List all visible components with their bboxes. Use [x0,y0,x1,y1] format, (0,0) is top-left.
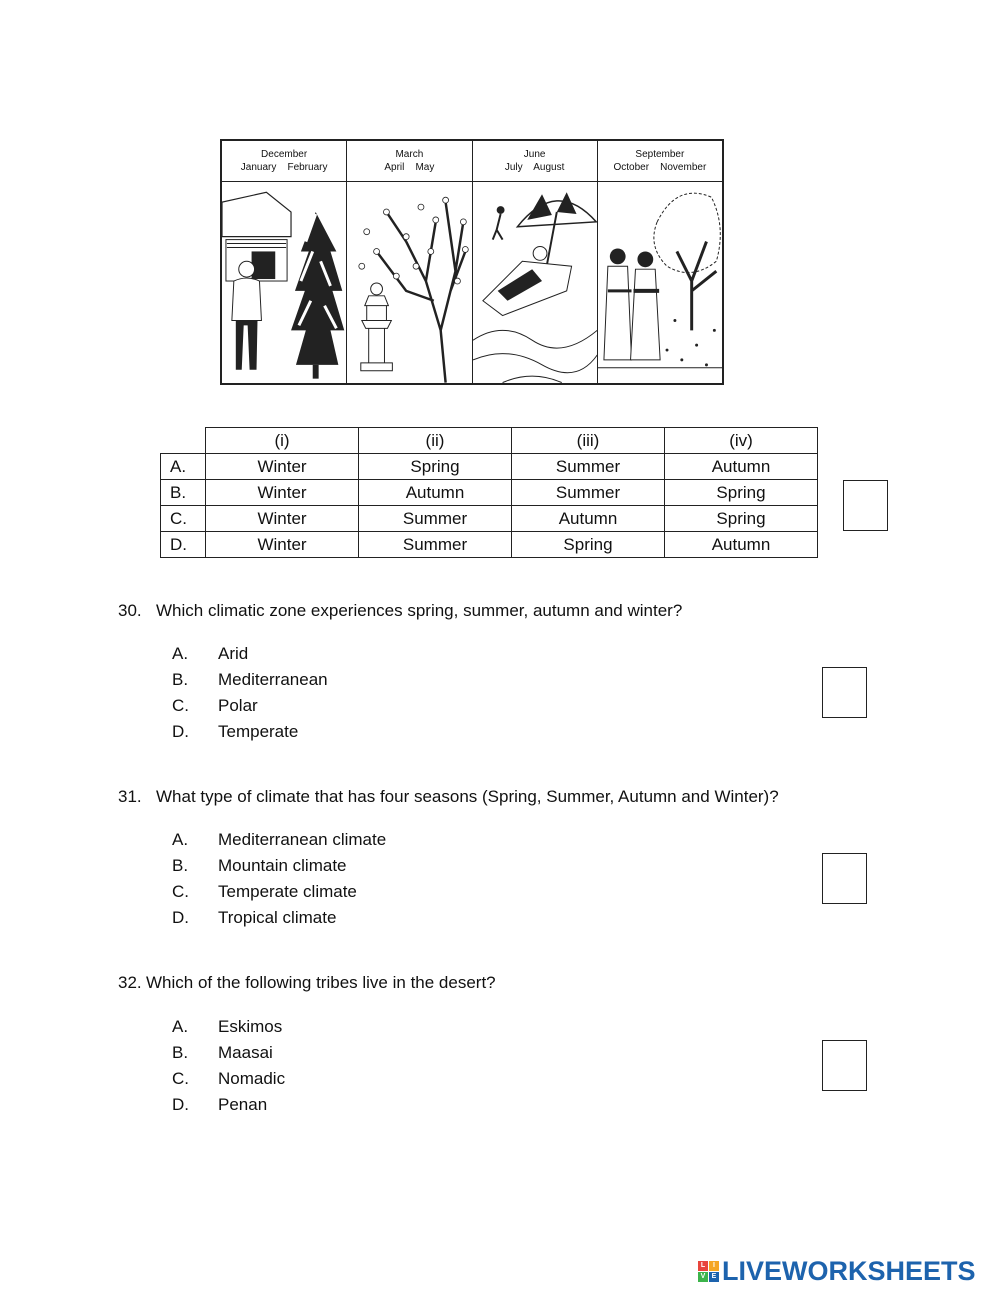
question-32 [118,973,496,993]
seasons-illustration [220,139,724,385]
table-cell: Winter [206,454,359,480]
option-letter: B. [172,670,189,689]
option-text: Polar [218,696,258,715]
table-row [161,506,818,532]
spring-scene-image [347,182,471,383]
question-number: 30. [118,601,142,620]
table-cell: Autumn [665,454,818,480]
month-label: September [635,149,685,160]
table-cell: Summer [512,454,665,480]
table-corner [161,428,206,454]
answer-box-q32[interactable] [822,1040,867,1091]
month-label: July August [504,162,565,173]
winter-scene-image [222,182,346,383]
logo-icon [698,1261,719,1282]
logo-letter: E [709,1272,719,1282]
table-cell: Autumn [665,532,818,558]
table-cell: Autumn [512,506,665,532]
month-label: March [395,149,424,160]
option-letter: D. [172,908,189,927]
table-header: (iv) [665,428,818,454]
table-cell: Spring [359,454,512,480]
option-letter: C. [172,1069,189,1088]
answer-box-q31[interactable] [822,853,867,904]
question-text: Which of the following tribes live in the desert? [146,973,496,992]
option-text: Tropical climate [218,908,337,927]
month-label: April May [384,162,435,173]
question-31 [118,787,779,807]
option-text: Maasai [218,1043,273,1062]
option-text: Mediterranean [218,670,328,689]
option-letter: D. [172,1095,189,1114]
panel-months [347,141,471,182]
table-cell: Winter [206,532,359,558]
logo-letter: I [709,1261,719,1271]
table-cell: Winter [206,480,359,506]
option-letter: A. [172,1017,189,1036]
question-text: Which climatic zone experiences spring, summer, autumn and winter? [156,601,683,620]
panel-months [473,141,597,182]
table-row [161,454,818,480]
question-text: What type of climate that has four seasons (Spring, Summer, Autumn and Winter)? [156,787,779,806]
option-text: Arid [218,644,249,663]
option-letter: A. [172,830,189,849]
logo-letter: L [698,1261,708,1271]
table-cell: Spring [665,480,818,506]
month-label: December [261,149,308,160]
option-text: Temperate [218,722,299,741]
panel-months [598,141,722,182]
option-text: Mountain climate [218,856,347,875]
table-cell: Autumn [359,480,512,506]
option-letter: B. [172,1043,189,1062]
row-label: D. [161,532,206,558]
liveworksheets-logo[interactable] [698,1256,976,1286]
question-number: 31. [118,787,142,806]
option-letter: B. [172,856,189,875]
answer-box-q30[interactable] [822,667,867,718]
option-text: Eskimos [218,1017,283,1036]
table-cell: Spring [665,506,818,532]
panel-summer [473,141,598,383]
month-label: June [523,149,546,160]
panel-winter [222,141,347,383]
table-row [161,532,818,558]
table-cell: Summer [512,480,665,506]
logo-letter: V [698,1272,708,1282]
table-cell: Summer [359,532,512,558]
option-text: Nomadic [218,1069,286,1088]
summer-scene-image [473,182,597,383]
panel-spring [347,141,472,383]
option-letter: D. [172,722,189,741]
table-header: (ii) [359,428,512,454]
option-text: Mediterranean climate [218,830,387,849]
answer-box-q29[interactable] [843,480,888,531]
autumn-scene-image [598,182,722,383]
month-label: October November [613,162,707,173]
row-label: A. [161,454,206,480]
option-text: Temperate climate [218,882,357,901]
question-number: 32. [118,973,142,992]
table-header: (i) [206,428,359,454]
option-letter: A. [172,644,189,663]
option-text: Penan [218,1095,268,1114]
option-letter: C. [172,696,189,715]
panel-months [222,141,346,182]
table-cell: Winter [206,506,359,532]
table-cell: Summer [359,506,512,532]
question-30 [118,601,682,621]
month-label: January February [240,162,328,173]
row-label: B. [161,480,206,506]
answer-table [160,427,818,558]
row-label: C. [161,506,206,532]
table-header-row [161,428,818,454]
table-row [161,480,818,506]
option-letter: C. [172,882,189,901]
brand-text: LIVEWORKSHEETS [722,1255,976,1286]
table-cell: Spring [512,532,665,558]
panel-autumn [598,141,722,383]
table-header: (iii) [512,428,665,454]
